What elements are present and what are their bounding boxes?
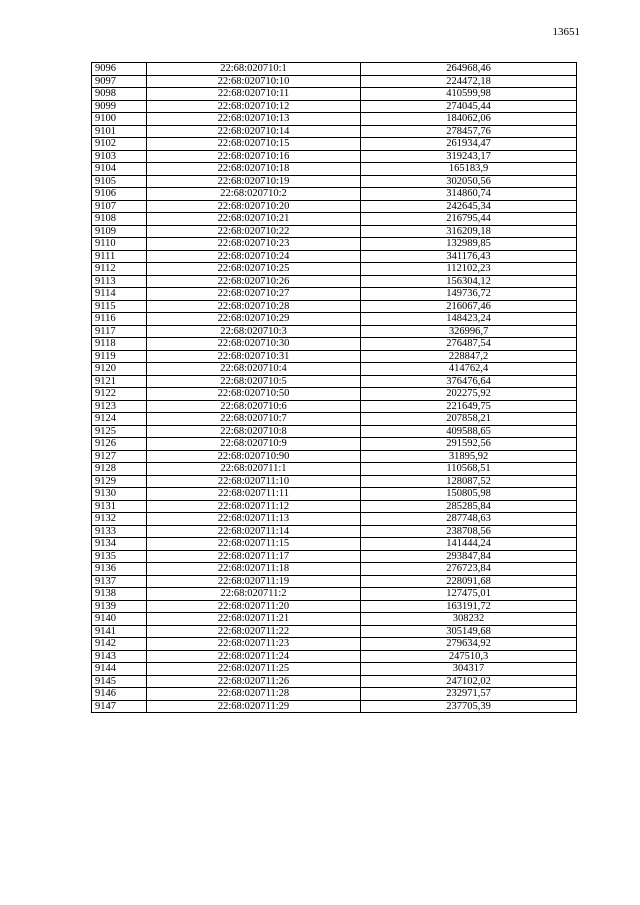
cadastral-number-cell: 22:68:020710:19 [147, 175, 361, 188]
value-cell: 319243,17 [361, 150, 577, 163]
value-cell: 261934,47 [361, 138, 577, 151]
table-row [92, 375, 577, 388]
value-cell: 165183,9 [361, 163, 577, 176]
row-number-cell: 9147 [92, 700, 147, 713]
table-row [92, 425, 577, 438]
cadastral-number-cell: 22:68:020710:8 [147, 425, 361, 438]
cadastral-number-cell: 22:68:020710:30 [147, 338, 361, 351]
table-row [92, 263, 577, 276]
table-row [92, 313, 577, 326]
row-number-cell: 9112 [92, 263, 147, 276]
table-row [92, 175, 577, 188]
cadastral-number-cell: 22:68:020711:2 [147, 588, 361, 601]
cadastral-number-cell: 22:68:020710:2 [147, 188, 361, 201]
cadastral-number-cell: 22:68:020710:90 [147, 450, 361, 463]
table-row [92, 300, 577, 313]
row-number-cell: 9143 [92, 650, 147, 663]
row-number-cell: 9120 [92, 363, 147, 376]
table-row [92, 388, 577, 401]
cadastral-number-cell: 22:68:020710:15 [147, 138, 361, 151]
value-cell: 285285,84 [361, 500, 577, 513]
value-cell: 149736,72 [361, 288, 577, 301]
cadastral-number-cell: 22:68:020710:20 [147, 200, 361, 213]
value-cell: 148423,24 [361, 313, 577, 326]
row-number-cell: 9118 [92, 338, 147, 351]
table-row [92, 563, 577, 576]
row-number-cell: 9116 [92, 313, 147, 326]
value-cell: 304317 [361, 663, 577, 676]
value-cell: 293847,84 [361, 550, 577, 563]
row-number-cell: 9129 [92, 475, 147, 488]
cadastral-number-cell: 22:68:020710:16 [147, 150, 361, 163]
row-number-cell: 9105 [92, 175, 147, 188]
row-number-cell: 9098 [92, 88, 147, 101]
cadastral-number-cell: 22:68:020710:22 [147, 225, 361, 238]
cadastral-number-cell: 22:68:020711:1 [147, 463, 361, 476]
cadastral-number-cell: 22:68:020710:28 [147, 300, 361, 313]
cadastral-number-cell: 22:68:020710:24 [147, 250, 361, 263]
value-cell: 163191,72 [361, 600, 577, 613]
cadastral-number-cell: 22:68:020710:13 [147, 113, 361, 126]
cadastral-number-cell: 22:68:020711:22 [147, 625, 361, 638]
cadastral-number-cell: 22:68:020710:1 [147, 63, 361, 76]
cadastral-number-cell: 22:68:020710:5 [147, 375, 361, 388]
table-row [92, 513, 577, 526]
cadastral-number-cell: 22:68:020711:15 [147, 538, 361, 551]
value-cell: 302050,56 [361, 175, 577, 188]
value-cell: 314860,74 [361, 188, 577, 201]
row-number-cell: 9107 [92, 200, 147, 213]
row-number-cell: 9136 [92, 563, 147, 576]
value-cell: 279634,92 [361, 638, 577, 651]
row-number-cell: 9131 [92, 500, 147, 513]
table-row [92, 663, 577, 676]
row-number-cell: 9134 [92, 538, 147, 551]
cadastral-number-cell: 22:68:020711:10 [147, 475, 361, 488]
table-row [92, 625, 577, 638]
value-cell: 232971,57 [361, 688, 577, 701]
value-cell: 228091,68 [361, 575, 577, 588]
value-cell: 110568,51 [361, 463, 577, 476]
row-number-cell: 9137 [92, 575, 147, 588]
value-cell: 308232 [361, 613, 577, 626]
row-number-cell: 9104 [92, 163, 147, 176]
row-number-cell: 9113 [92, 275, 147, 288]
row-number-cell: 9111 [92, 250, 147, 263]
table-row [92, 700, 577, 713]
row-number-cell: 9126 [92, 438, 147, 451]
row-number-cell: 9139 [92, 600, 147, 613]
table-body [92, 63, 577, 713]
value-cell: 31895,92 [361, 450, 577, 463]
cadastral-number-cell: 22:68:020710:27 [147, 288, 361, 301]
table-row [92, 638, 577, 651]
row-number-cell: 9100 [92, 113, 147, 126]
table-row [92, 213, 577, 226]
row-number-cell: 9125 [92, 425, 147, 438]
value-cell: 216067,46 [361, 300, 577, 313]
row-number-cell: 9099 [92, 100, 147, 113]
cadastral-number-cell: 22:68:020710:18 [147, 163, 361, 176]
cadastral-number-cell: 22:68:020710:11 [147, 88, 361, 101]
table-row [92, 138, 577, 151]
table-row [92, 550, 577, 563]
cadastral-number-cell: 22:68:020711:13 [147, 513, 361, 526]
value-cell: 410599,98 [361, 88, 577, 101]
value-cell: 326996,7 [361, 325, 577, 338]
table-row [92, 575, 577, 588]
row-number-cell: 9128 [92, 463, 147, 476]
value-cell: 224472,18 [361, 75, 577, 88]
value-cell: 376476,64 [361, 375, 577, 388]
table-row [92, 613, 577, 626]
table-row [92, 538, 577, 551]
value-cell: 305149,68 [361, 625, 577, 638]
value-cell: 247510,3 [361, 650, 577, 663]
row-number-cell: 9138 [92, 588, 147, 601]
cadastral-number-cell: 22:68:020711:14 [147, 525, 361, 538]
cadastral-number-cell: 22:68:020711:12 [147, 500, 361, 513]
table-row [92, 438, 577, 451]
row-number-cell: 9097 [92, 75, 147, 88]
value-cell: 414762,4 [361, 363, 577, 376]
table-row [92, 363, 577, 376]
row-number-cell: 9117 [92, 325, 147, 338]
value-cell: 156304,12 [361, 275, 577, 288]
cadastral-number-cell: 22:68:020710:4 [147, 363, 361, 376]
cadastral-number-cell: 22:68:020710:6 [147, 400, 361, 413]
table-row [92, 275, 577, 288]
cadastral-number-cell: 22:68:020710:29 [147, 313, 361, 326]
table-row [92, 88, 577, 101]
table-row [92, 238, 577, 251]
value-cell: 341176,43 [361, 250, 577, 263]
table-row [92, 125, 577, 138]
value-cell: 127475,01 [361, 588, 577, 601]
row-number-cell: 9101 [92, 125, 147, 138]
value-cell: 141444,24 [361, 538, 577, 551]
table-row [92, 250, 577, 263]
page-number: 13651 [552, 26, 580, 38]
value-cell: 264968,46 [361, 63, 577, 76]
table-row [92, 675, 577, 688]
value-cell: 216795,44 [361, 213, 577, 226]
table-row [92, 488, 577, 501]
value-cell: 238708,56 [361, 525, 577, 538]
table-row [92, 688, 577, 701]
value-cell: 228847,2 [361, 350, 577, 363]
row-number-cell: 9124 [92, 413, 147, 426]
value-cell: 202275,92 [361, 388, 577, 401]
row-number-cell: 9123 [92, 400, 147, 413]
row-number-cell: 9132 [92, 513, 147, 526]
cadastral-number-cell: 22:68:020711:17 [147, 550, 361, 563]
table-row [92, 400, 577, 413]
row-number-cell: 9142 [92, 638, 147, 651]
value-cell: 128087,52 [361, 475, 577, 488]
cadastral-number-cell: 22:68:020710:7 [147, 413, 361, 426]
cadastral-number-cell: 22:68:020711:25 [147, 663, 361, 676]
cadastral-number-cell: 22:68:020711:11 [147, 488, 361, 501]
table-row [92, 463, 577, 476]
table-row [92, 113, 577, 126]
row-number-cell: 9096 [92, 63, 147, 76]
row-number-cell: 9102 [92, 138, 147, 151]
cadastral-number-cell: 22:68:020711:28 [147, 688, 361, 701]
cadastral-number-cell: 22:68:020710:9 [147, 438, 361, 451]
table-row [92, 188, 577, 201]
table-row [92, 100, 577, 113]
row-number-cell: 9109 [92, 225, 147, 238]
value-cell: 242645,34 [361, 200, 577, 213]
value-cell: 150805,98 [361, 488, 577, 501]
table-row [92, 338, 577, 351]
table-row [92, 225, 577, 238]
row-number-cell: 9141 [92, 625, 147, 638]
row-number-cell: 9130 [92, 488, 147, 501]
row-number-cell: 9114 [92, 288, 147, 301]
row-number-cell: 9110 [92, 238, 147, 251]
row-number-cell: 9119 [92, 350, 147, 363]
cadastral-number-cell: 22:68:020711:26 [147, 675, 361, 688]
table-row [92, 525, 577, 538]
value-cell: 207858,21 [361, 413, 577, 426]
cadastral-number-cell: 22:68:020711:18 [147, 563, 361, 576]
cadastral-number-cell: 22:68:020710:10 [147, 75, 361, 88]
table-row [92, 650, 577, 663]
table-row [92, 600, 577, 613]
table-row [92, 450, 577, 463]
row-number-cell: 9140 [92, 613, 147, 626]
table-row [92, 588, 577, 601]
row-number-cell: 9144 [92, 663, 147, 676]
value-cell: 237705,39 [361, 700, 577, 713]
row-number-cell: 9108 [92, 213, 147, 226]
table-row [92, 63, 577, 76]
value-cell: 132989,85 [361, 238, 577, 251]
row-number-cell: 9146 [92, 688, 147, 701]
cadastral-number-cell: 22:68:020710:50 [147, 388, 361, 401]
table-row [92, 475, 577, 488]
value-cell: 276723,84 [361, 563, 577, 576]
cadastral-number-cell: 22:68:020710:26 [147, 275, 361, 288]
value-cell: 316209,18 [361, 225, 577, 238]
value-cell: 274045,44 [361, 100, 577, 113]
value-cell: 287748,63 [361, 513, 577, 526]
cadastral-number-cell: 22:68:020710:31 [147, 350, 361, 363]
cadastral-number-cell: 22:68:020711:24 [147, 650, 361, 663]
value-cell: 276487,54 [361, 338, 577, 351]
table-row [92, 163, 577, 176]
value-cell: 184062,06 [361, 113, 577, 126]
cadastral-number-cell: 22:68:020710:23 [147, 238, 361, 251]
value-cell: 221649,75 [361, 400, 577, 413]
table-row [92, 325, 577, 338]
cadastral-number-cell: 22:68:020711:20 [147, 600, 361, 613]
value-cell: 112102,23 [361, 263, 577, 276]
cadastral-value-table [91, 62, 577, 713]
row-number-cell: 9121 [92, 375, 147, 388]
table-row [92, 350, 577, 363]
value-cell: 278457,76 [361, 125, 577, 138]
cadastral-number-cell: 22:68:020711:23 [147, 638, 361, 651]
row-number-cell: 9133 [92, 525, 147, 538]
cadastral-number-cell: 22:68:020710:12 [147, 100, 361, 113]
cadastral-number-cell: 22:68:020711:19 [147, 575, 361, 588]
cadastral-number-cell: 22:68:020711:21 [147, 613, 361, 626]
value-cell: 409588,65 [361, 425, 577, 438]
table-row [92, 150, 577, 163]
cadastral-number-cell: 22:68:020710:25 [147, 263, 361, 276]
table-row [92, 288, 577, 301]
table-row [92, 500, 577, 513]
cadastral-number-cell: 22:68:020710:3 [147, 325, 361, 338]
row-number-cell: 9106 [92, 188, 147, 201]
value-cell: 247102,02 [361, 675, 577, 688]
row-number-cell: 9145 [92, 675, 147, 688]
row-number-cell: 9127 [92, 450, 147, 463]
cadastral-number-cell: 22:68:020710:14 [147, 125, 361, 138]
cadastral-number-cell: 22:68:020710:21 [147, 213, 361, 226]
table-row [92, 75, 577, 88]
row-number-cell: 9135 [92, 550, 147, 563]
table-row [92, 413, 577, 426]
row-number-cell: 9103 [92, 150, 147, 163]
row-number-cell: 9122 [92, 388, 147, 401]
cadastral-number-cell: 22:68:020711:29 [147, 700, 361, 713]
table-row [92, 200, 577, 213]
row-number-cell: 9115 [92, 300, 147, 313]
value-cell: 291592,56 [361, 438, 577, 451]
